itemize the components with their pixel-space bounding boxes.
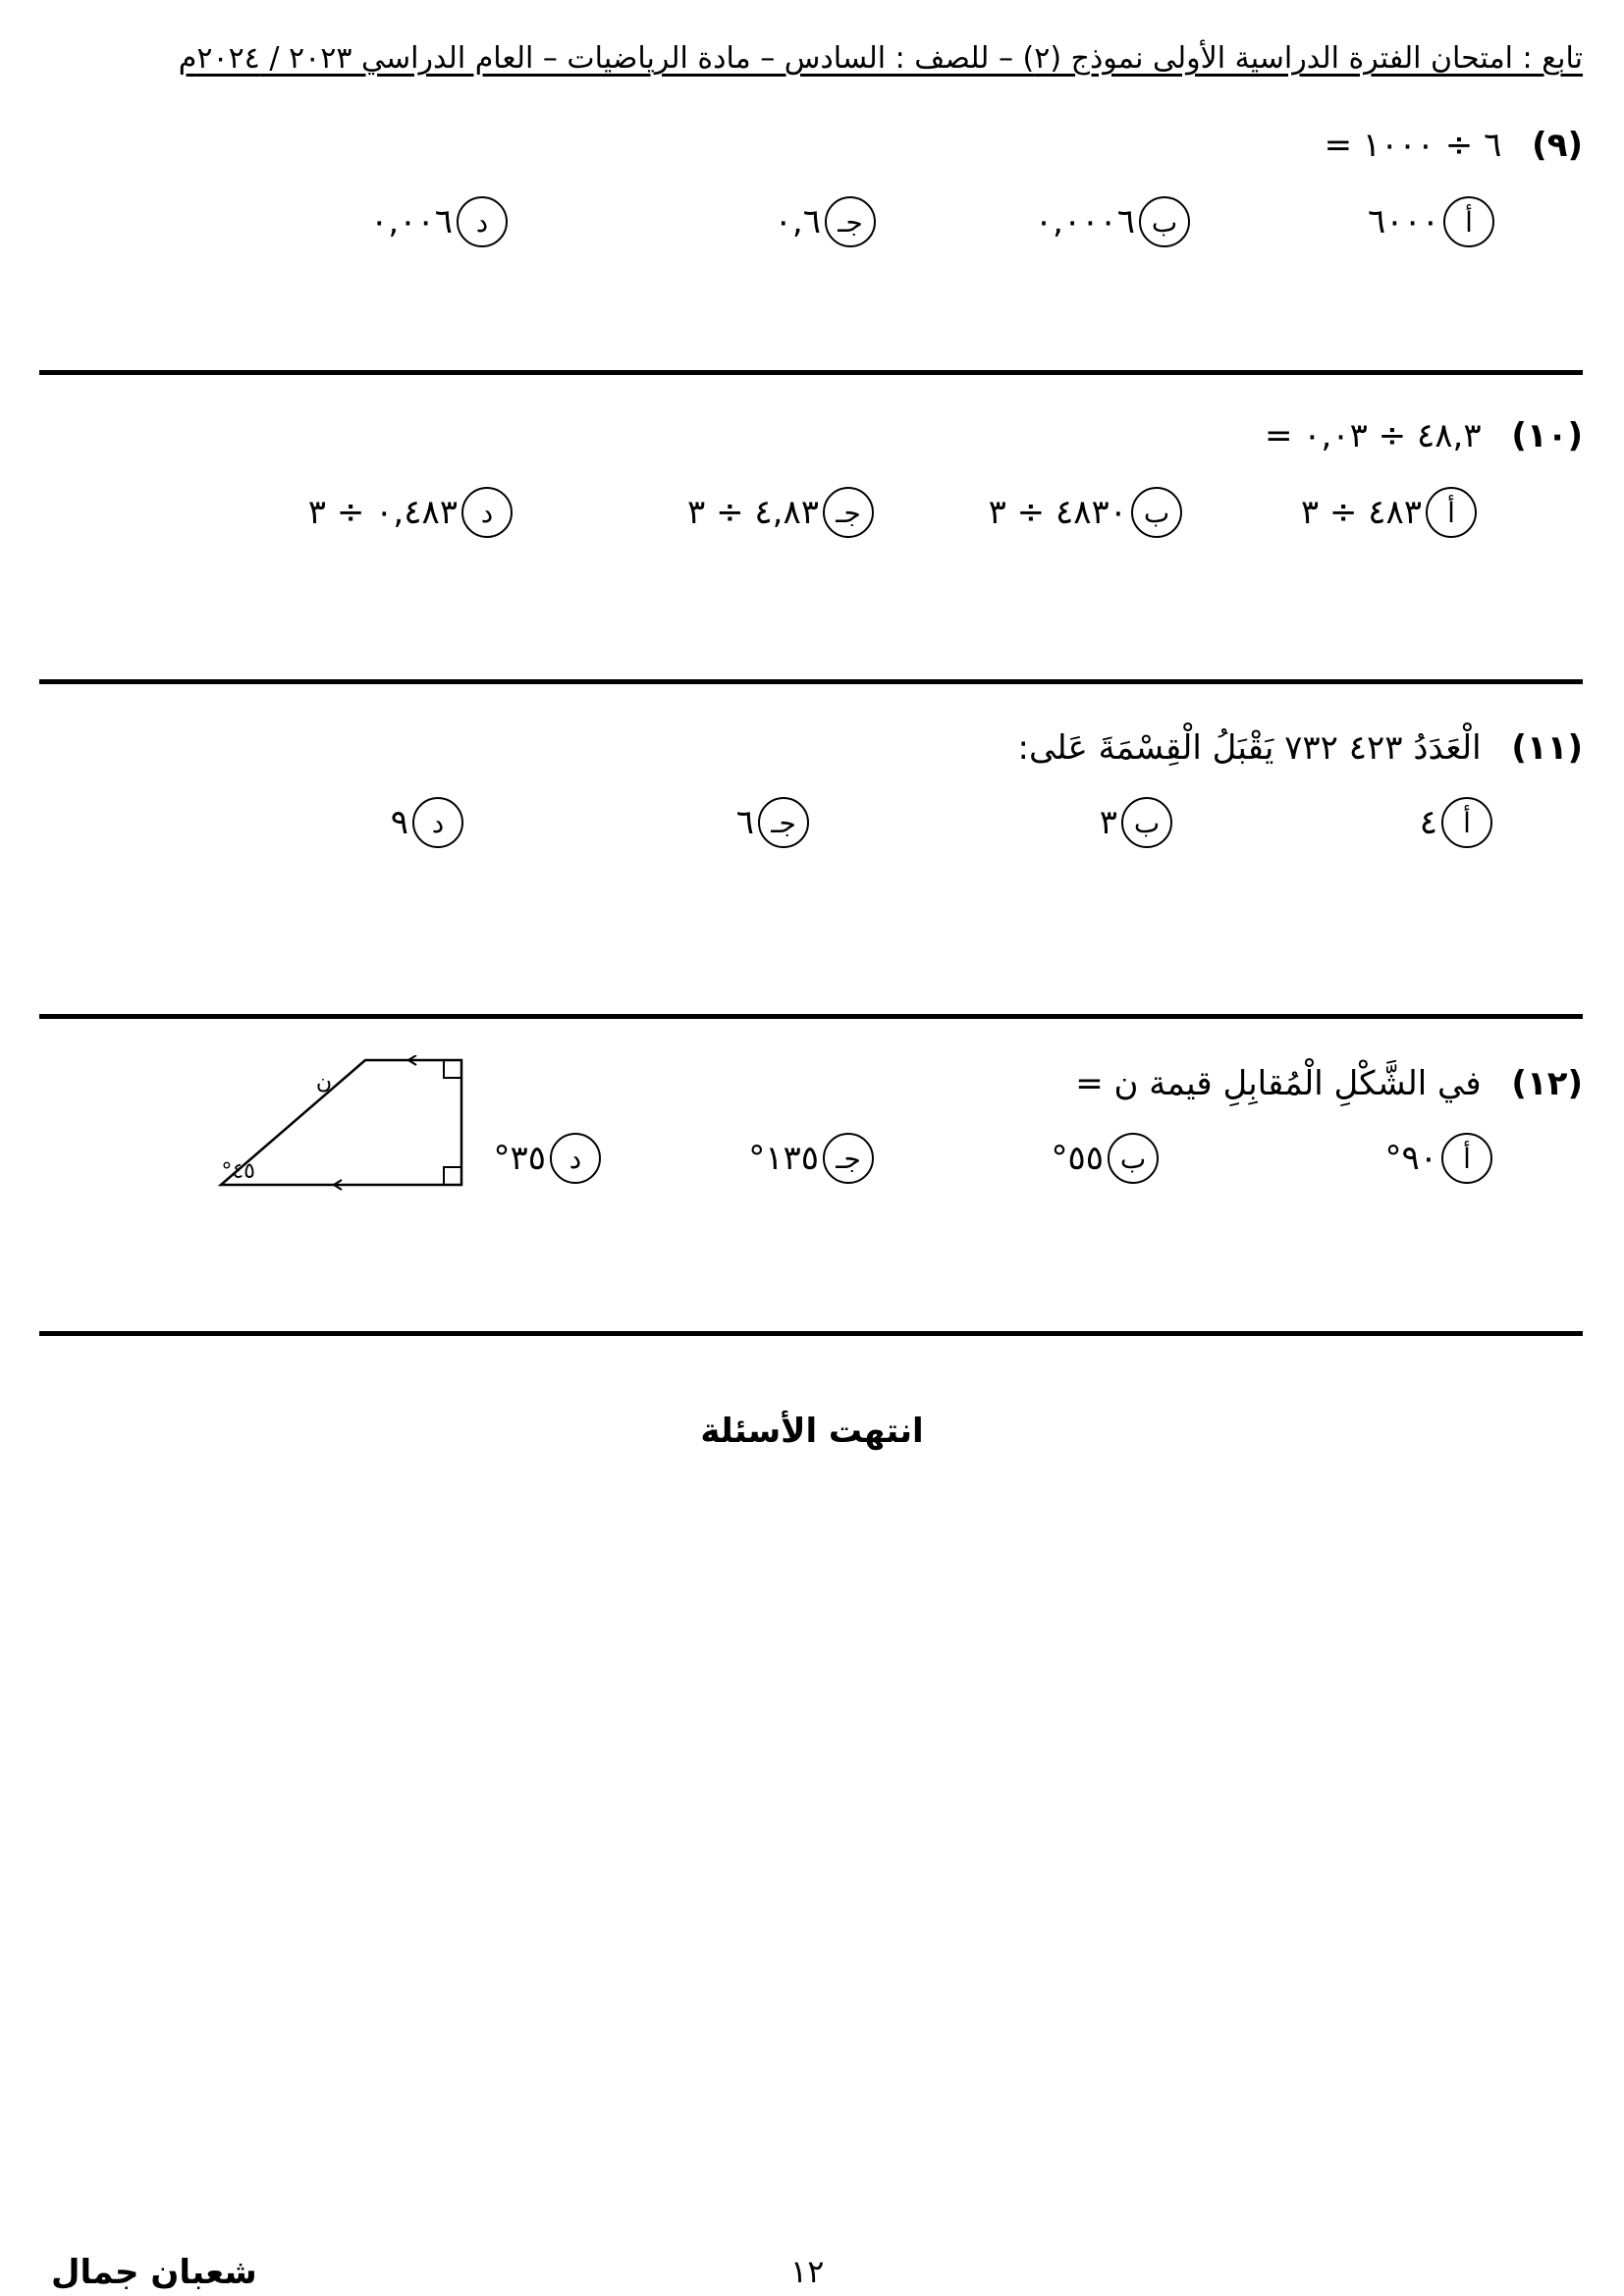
option-text: ٩٠°	[1384, 1139, 1437, 1178]
question-text: الْعَدَدُ ٤٢٣ ٧٣٢ يَقْبَلُ الْقِسْمَةَ عَلى:	[1017, 728, 1482, 768]
option-letter: أ	[1441, 1133, 1492, 1184]
option-text: ٣	[1099, 803, 1117, 842]
option-d[interactable]	[391, 797, 463, 848]
option-letter: أ	[1441, 797, 1492, 848]
right-angle-mark	[444, 1167, 461, 1185]
option-letter: ب	[1121, 797, 1172, 848]
option-d[interactable]	[493, 1133, 601, 1184]
option-letter: جـ	[823, 487, 874, 538]
question-text: في الشَّكْلِ الْمُقابِلِ قيمة ن =	[1075, 1064, 1482, 1103]
option-text: ٦	[735, 803, 754, 842]
option-letter: د	[461, 487, 513, 538]
option-letter: ب	[1131, 487, 1182, 538]
option-letter: أ	[1426, 487, 1477, 538]
divider	[39, 370, 1583, 375]
angle-45-label: ٤٥°	[221, 1159, 255, 1184]
trapezoid-figure	[216, 1055, 471, 1202]
question-10-stem	[1265, 416, 1583, 455]
author-name: شعبان جمال	[51, 2253, 257, 2292]
option-text: ٠,٦	[774, 202, 821, 241]
question-text: ٦ ÷ ١٠٠٠ =	[1324, 126, 1502, 165]
option-text: ١٣٥°	[748, 1139, 819, 1178]
option-letter: جـ	[758, 797, 809, 848]
trapezoid-shape	[221, 1060, 461, 1185]
option-a[interactable]	[1384, 1133, 1492, 1184]
unknown-angle-label: ن	[315, 1070, 332, 1095]
question-12-stem	[1075, 1064, 1583, 1103]
right-angle-mark	[444, 1060, 461, 1078]
option-a[interactable]	[1368, 196, 1494, 247]
option-text: ٤,٨٣ ÷ ٣	[687, 493, 819, 532]
end-of-questions: انتهت الأسئلة	[700, 1412, 924, 1451]
question-number: (١٢)	[1511, 1064, 1583, 1103]
option-text: ٥٥°	[1051, 1139, 1104, 1178]
divider	[39, 679, 1583, 684]
option-b[interactable]	[1035, 196, 1190, 247]
option-letter: أ	[1443, 196, 1494, 247]
option-text: ٤٨٣ ÷ ٣	[1300, 493, 1422, 532]
option-text: ٠,٤٨٣ ÷ ٣	[307, 493, 458, 532]
option-text: ٤	[1419, 803, 1437, 842]
question-number: (١١)	[1511, 728, 1583, 768]
question-number: (١٠)	[1511, 416, 1583, 455]
option-text: ٤٨٣٠ ÷ ٣	[988, 493, 1127, 532]
option-b[interactable]	[1100, 797, 1172, 848]
option-text: ٦٠٠٠	[1367, 202, 1439, 241]
option-text: ٣٥°	[493, 1139, 546, 1178]
question-9-stem	[1325, 126, 1583, 165]
option-letter: ب	[1108, 1133, 1159, 1184]
option-letter: جـ	[825, 196, 876, 247]
divider	[39, 1331, 1583, 1336]
option-c[interactable]	[736, 797, 809, 848]
question-11-stem	[1018, 728, 1584, 768]
option-d[interactable]	[308, 487, 513, 538]
option-a[interactable]	[1420, 797, 1492, 848]
page-number: ١٢	[790, 2253, 825, 2290]
option-letter: د	[457, 196, 508, 247]
option-b[interactable]	[989, 487, 1182, 538]
option-text: ٩	[390, 803, 408, 842]
option-c[interactable]	[687, 487, 874, 538]
option-a[interactable]	[1301, 487, 1477, 538]
option-text: ٠,٠٠٠٦	[1034, 202, 1135, 241]
page-header: تابع : امتحان الفترة الدراسية الأولى نموذج (٢) – للصف : السادس – مادة الرياضيات – العام الدراسي ٢٠٢٣ / ٢٠٢٤م	[178, 41, 1583, 76]
option-letter: جـ	[823, 1133, 874, 1184]
option-d[interactable]	[370, 196, 508, 247]
option-letter: ب	[1139, 196, 1190, 247]
question-number: (٩)	[1532, 126, 1583, 165]
option-c[interactable]	[775, 196, 876, 247]
option-letter: د	[412, 797, 463, 848]
question-text: ٤٨,٣ ÷ ٠,٠٣ =	[1264, 416, 1482, 455]
option-c[interactable]	[748, 1133, 874, 1184]
option-b[interactable]	[1051, 1133, 1159, 1184]
divider	[39, 1014, 1583, 1019]
option-text: ٠,٠٠٦	[370, 202, 453, 241]
option-letter: د	[550, 1133, 601, 1184]
